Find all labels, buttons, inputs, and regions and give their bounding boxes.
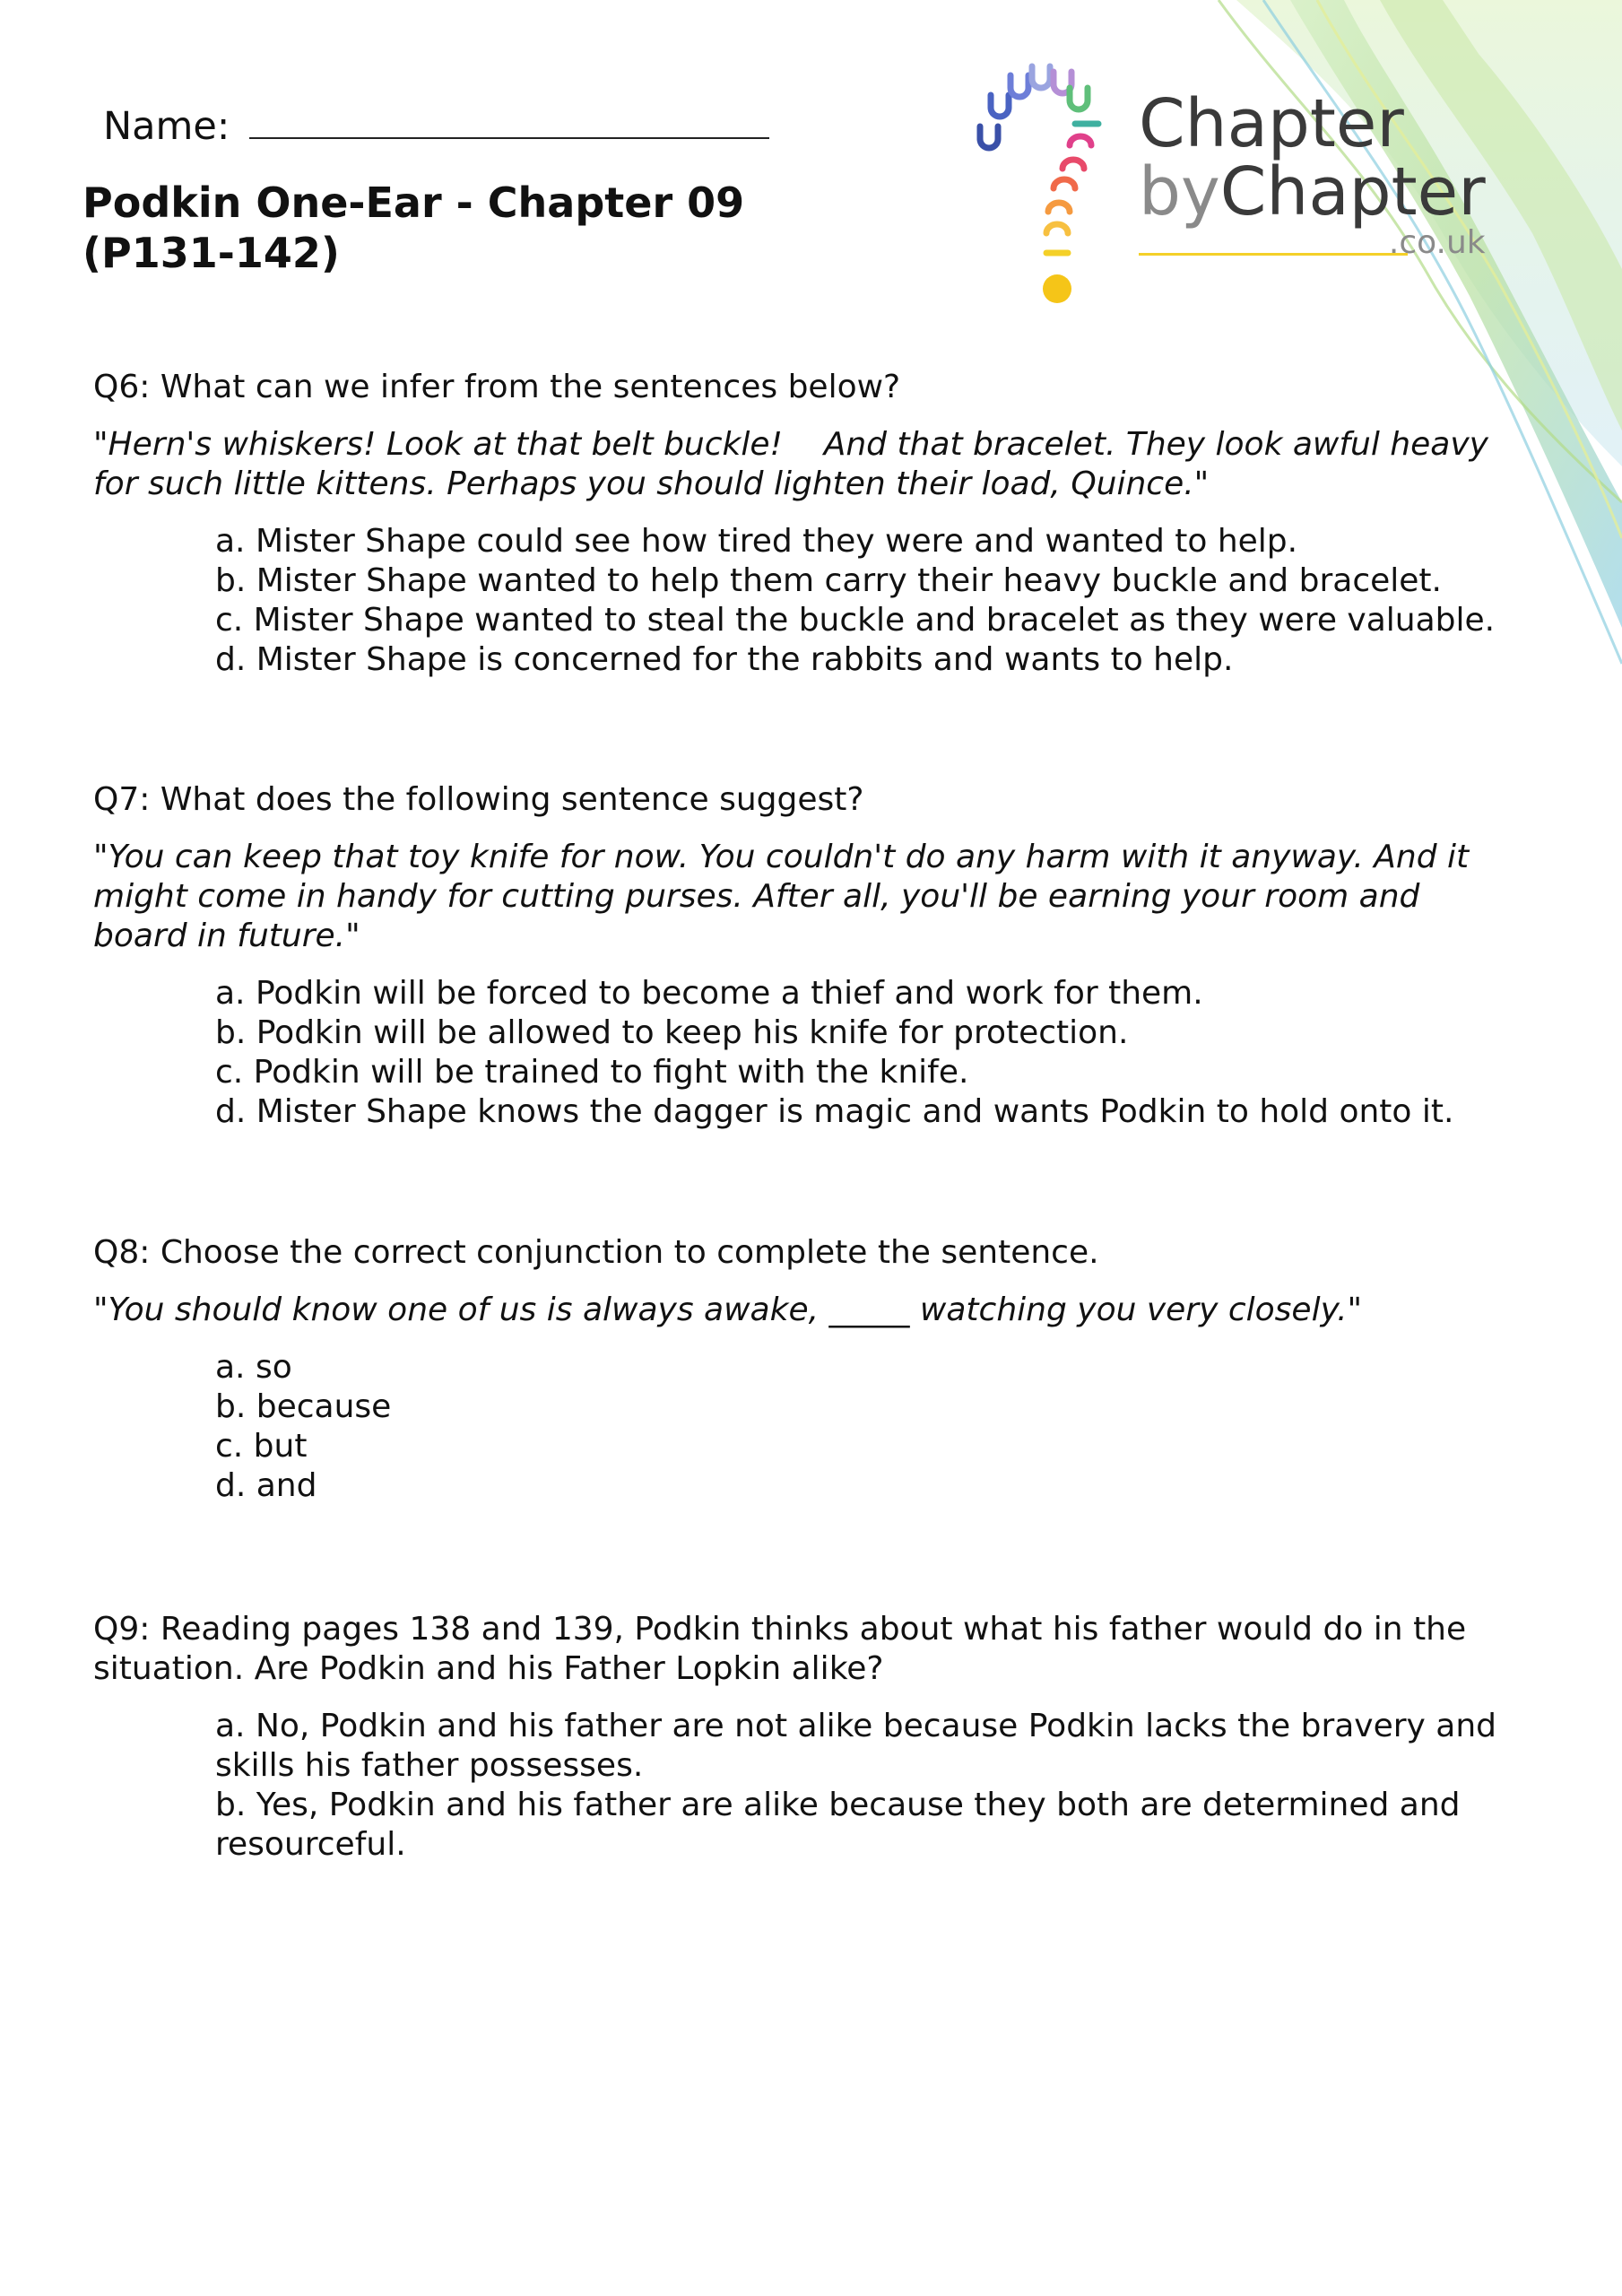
- answer-options: [215, 522, 1528, 680]
- answer-option[interactable]: a. Mister Shape could see how tired they were and wanted to help.: [215, 523, 1298, 560]
- chapter-by-chapter-logo: [964, 54, 1538, 314]
- question-8: [93, 1233, 1528, 1506]
- question-mark-books-icon: [964, 54, 1116, 314]
- logo-domain: .co.uk: [1388, 224, 1486, 261]
- name-label: Name:: [103, 104, 230, 149]
- question-prompt: Q8: Choose the correct conjunction to complete the sentence.: [93, 1234, 1099, 1271]
- answer-option[interactable]: d. Mister Shape is concerned for the rabbits and wants to help.: [215, 641, 1234, 678]
- question-7: [93, 780, 1528, 1132]
- answer-option[interactable]: d. Mister Shape knows the dagger is magic and wants Podkin to hold onto it.: [215, 1093, 1454, 1130]
- answer-option[interactable]: a. No, Podkin and his father are not alike because Podkin lacks the bravery and skills his father possesses.: [215, 1708, 1497, 1784]
- answer-option[interactable]: c. Mister Shape wanted to steal the buckle and bracelet as they were valuable.: [215, 602, 1496, 639]
- logo-chapter: Chapter: [1219, 153, 1486, 230]
- question-quote: "You should know one of us is always awake, _____ watching you very closely.": [93, 1292, 1363, 1328]
- answer-option[interactable]: d. and: [215, 1467, 317, 1504]
- answer-option[interactable]: b. Yes, Podkin and his father are alike because they both are determined and resourceful.: [215, 1787, 1461, 1863]
- question-prompt: Q7: What does the following sentence suggest?: [93, 781, 864, 818]
- answer-option[interactable]: b. because: [215, 1388, 392, 1425]
- answer-option[interactable]: b. Mister Shape wanted to help them carry their heavy buckle and bracelet.: [215, 562, 1442, 599]
- answer-option[interactable]: b. Podkin will be allowed to keep his knife for protection.: [215, 1014, 1129, 1051]
- question-quote: "Hern's whiskers! Look at that belt buckle! And that bracelet. They look awful heavy for such little kittens. Perhaps you should lighten their load, Quince.": [93, 426, 1499, 502]
- name-row: [103, 94, 769, 149]
- logo-line-1: Chapter: [1139, 85, 1404, 162]
- answer-options: [215, 974, 1528, 1132]
- answer-option[interactable]: c. but: [215, 1428, 308, 1465]
- logo-text: [1139, 85, 1486, 261]
- logo-by: by: [1139, 153, 1220, 230]
- answer-options: [215, 1348, 1528, 1506]
- question-9: [93, 1610, 1510, 1865]
- answer-option[interactable]: c. Podkin will be trained to fight with the knife.: [215, 1054, 969, 1091]
- worksheet-title: Podkin One-Ear - Chapter 09 (P131-142): [82, 178, 745, 277]
- question-quote: "You can keep that toy knife for now. You couldn't do any harm with it anyway. And it might come in handy for cutting purses. After all, you'll be earning your room and board in future.": [93, 839, 1479, 954]
- answer-option[interactable]: a. so: [215, 1349, 292, 1386]
- name-field-line[interactable]: [249, 94, 769, 139]
- logo-underline: [1139, 253, 1408, 256]
- answer-options: [215, 1707, 1515, 1865]
- question-prompt: Q6: What can we infer from the sentences below?: [93, 369, 901, 405]
- logo-line-2: [1139, 153, 1486, 230]
- question-prompt: Q9: Reading pages 138 and 139, Podkin thinks about what his father would do in the situation. Are Podkin and his Father Lopkin alike?: [93, 1611, 1467, 1687]
- question-6: [93, 368, 1528, 680]
- answer-option[interactable]: a. Podkin will be forced to become a thief and work for them.: [215, 975, 1203, 1012]
